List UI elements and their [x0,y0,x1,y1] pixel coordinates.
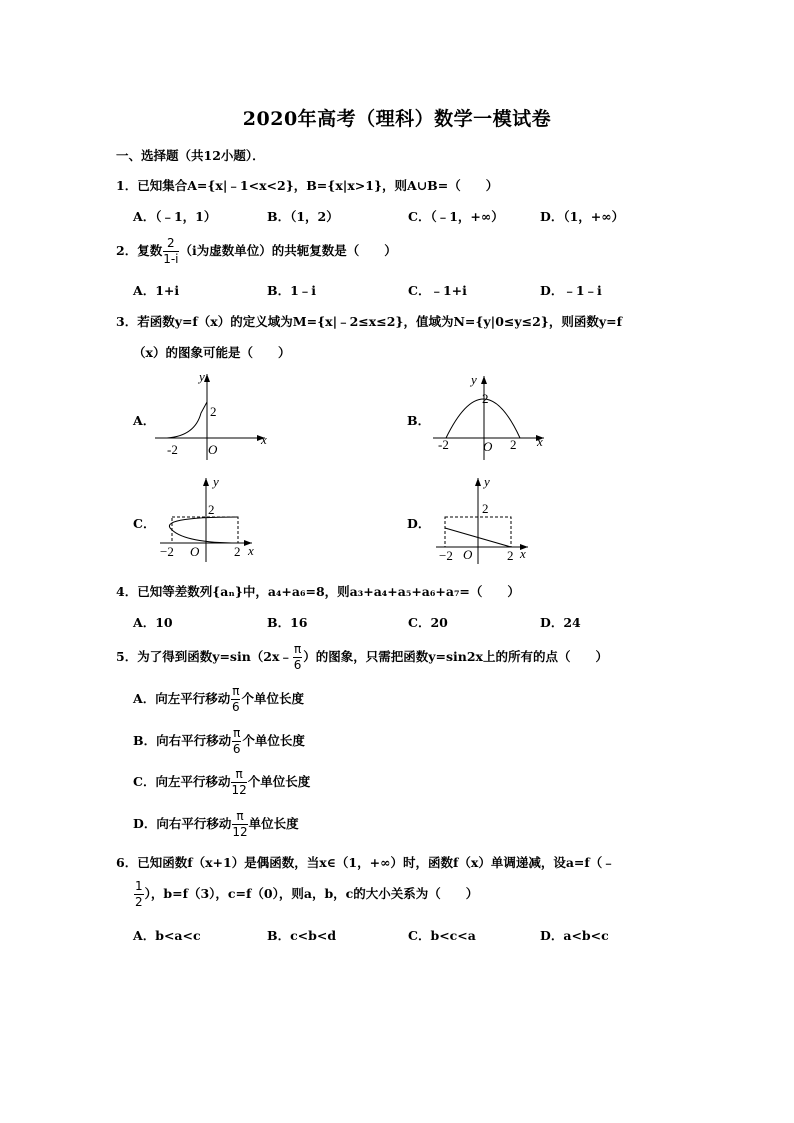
question-3-stem-line2: （x）的图象可能是（ ） [133,345,291,360]
tick-label-2-y: 2 [482,501,489,516]
q4-option-b: B．16 [267,615,308,630]
denominator: 12 [231,783,247,797]
y-axis-label: y [213,474,219,489]
y-axis-label: y [199,369,205,384]
q6-fraction [134,879,144,910]
q5-fraction [293,642,302,673]
y-axis-arrow-icon [481,376,487,384]
q5-option-c-text: C．向左平行移动 [133,774,231,789]
tick-label-neg2: -2 [438,437,449,452]
q2-fraction-denominator: 1-i [163,252,179,266]
tick-label-neg2: −2 [439,548,453,563]
q5-fraction-numerator: π [293,642,302,656]
section-heading: 一、选择题（共12小题）． [116,148,265,163]
q1-option-a: A．（﹣1，1） [133,209,217,224]
q5-option-d-fraction [232,809,247,840]
question-1-stem: 1．已知集合A={x|﹣1<x<2}，B={x|x>1}，则A∪B=（ ） [116,178,499,193]
q3-option-c-label: C． [133,516,156,531]
q4-option-a: A．10 [133,615,173,630]
q2-option-a: A．1+i [133,283,180,298]
q5-option-d-suffix: 单位长度 [248,816,299,831]
tick-label-2-x: 2 [507,548,514,563]
q3-option-a-label: A． [133,413,156,428]
dashed-bounding-box [172,517,238,543]
q5-option-b-suffix: 个单位长度 [242,733,305,748]
function-curve [167,402,207,438]
q5-option-a-fraction [231,684,240,715]
q5-option-a-suffix: 个单位长度 [241,691,304,706]
denominator: 6 [232,742,241,756]
q2-fraction [163,236,178,267]
numerator: π [232,684,240,698]
tick-label-2: 2 [210,404,217,419]
origin-label: O [463,547,473,562]
question-6-stem-line2 [133,879,478,910]
q5-option-c [133,767,310,798]
q2-stem-prefix: 2．复数 [116,243,163,258]
question-4-stem: 4．已知等差数列{aₙ}中，a₄+a₆=8，则a₃+a₄+a₅+a₆+a₇=（ ） [116,584,520,599]
q2-option-b: B．1﹣i [267,283,317,298]
tick-label-2-x: 2 [510,437,517,452]
denominator: 6 [232,700,240,714]
q6-option-a: A．b<a<c [133,928,201,943]
q3-graph-a [150,368,275,464]
q3-graph-d [432,474,542,566]
x-axis-label: x [537,434,543,449]
q3-graph-c [156,474,266,566]
page-title: 2020年高考（理科）数学一模试卷 [242,108,552,130]
numerator: π [231,767,246,783]
q5-option-c-fraction [231,767,246,798]
origin-label: O [190,544,200,559]
q6-option-d: D．a<b<c [540,928,609,943]
numerator: π [232,809,247,825]
q5-stem-prefix: 5．为了得到函数y=sin（2x﹣ [116,649,292,664]
q5-option-b-text: B．向右平行移动 [133,733,232,748]
q5-option-b-fraction [232,726,241,757]
q5-stem-suffix: ）的图象，只需把函数y=sin2x上的所有的点（ ） [303,649,608,664]
tick-label-2-x: 2 [234,544,241,559]
q3-graph-b [428,368,553,464]
question-5-stem [116,642,608,673]
q6-fraction-denominator: 2 [135,895,143,909]
q5-option-a-text: A．向左平行移动 [133,691,231,706]
y-axis-label: y [471,372,477,387]
q5-fraction-denominator: 6 [293,658,302,672]
q6-option-b: B．c<b<d [267,928,337,943]
q3-option-d-label: D． [407,516,431,531]
x-axis-label: x [261,432,267,447]
y-axis-arrow-icon [204,374,210,382]
y-axis-arrow-icon [203,478,209,486]
tick-label-neg2: −2 [160,544,174,559]
question-2-stem [116,236,397,267]
numerator: π [233,726,241,740]
q5-option-d [133,809,299,840]
q5-option-a [133,684,304,715]
q4-option-c: C．20 [408,615,448,630]
question-3-stem-line1: 3．若函数y=f（x）的定义域为M={x|﹣2≤x≤2}，值域为N={y|0≤y≤2}，则函数y=f [116,314,622,329]
origin-label: O [483,439,493,454]
tick-label-2-y: 2 [482,391,489,406]
q3-option-b-label: B． [407,413,431,428]
q2-stem-suffix: （i为虚数单位）的共轭复数是（ ） [179,243,397,258]
q6-stem-suffix: ），b=f（3），c=f（0），则a，b，c的大小关系为（ ） [144,886,479,901]
x-axis-label: x [248,543,254,558]
q2-option-d: D．﹣1﹣i [540,283,602,298]
y-axis-arrow-icon [475,478,481,486]
q2-fraction-numerator: 2 [163,236,178,252]
denominator: 12 [232,825,248,839]
tick-label-neg2: -2 [167,442,178,457]
x-axis-label: x [520,546,526,561]
q6-option-c: C．b<c<a [408,928,476,943]
function-curve [169,517,238,543]
q1-option-d: D．（1，+∞） [540,209,625,224]
q1-option-c: C．（﹣1，+∞） [408,209,504,224]
q4-option-d: D．24 [540,615,581,630]
q6-fraction-numerator: 1 [135,879,143,893]
origin-label: O [208,442,218,457]
tick-label-2-y: 2 [208,502,215,517]
q2-option-c: C．﹣1+i [408,283,467,298]
y-axis-label: y [484,474,490,489]
q1-option-b: B．（1，2） [267,209,339,224]
question-6-stem-line1: 6．已知函数f（x+1）是偶函数，当x∈（1，+∞）时，函数f（x）单调递减，设a=f（﹣ [116,855,615,870]
q5-option-d-text: D．向右平行移动 [133,816,232,831]
q5-option-c-suffix: 个单位长度 [247,774,311,789]
q5-option-b [133,726,305,757]
